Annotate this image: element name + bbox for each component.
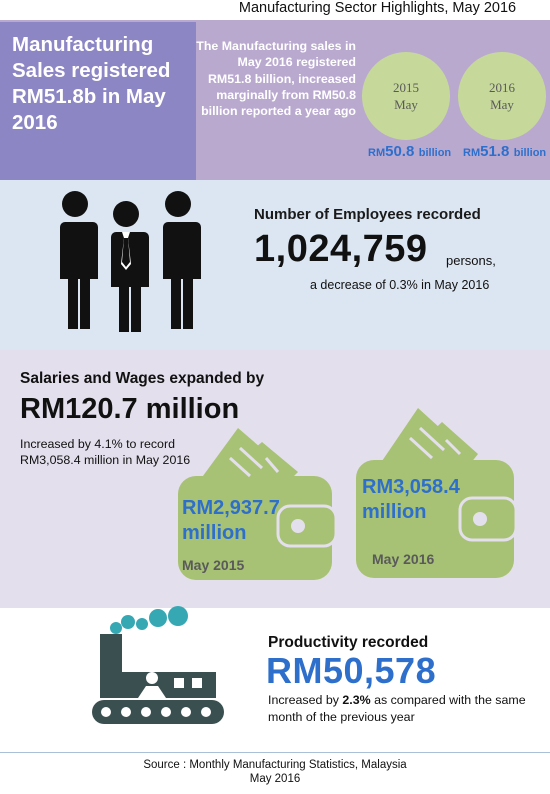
employees-value: 1,024,759 (254, 228, 428, 270)
desc-prefix: Increased by (268, 693, 343, 707)
value-unit: billion (418, 147, 452, 159)
circle-month: May (394, 97, 418, 112)
value-number: 50.8 (385, 143, 415, 160)
employees-note: a decrease of 0.3% in May 2016 (310, 278, 490, 292)
factory-icon (88, 606, 228, 734)
salaries-label: Salaries and Wages expanded by (20, 370, 265, 387)
productivity-description (268, 692, 538, 726)
wallet-2016-amount: RM3,058.4 million (362, 476, 460, 523)
circle-year: 2016 (489, 80, 515, 95)
sales-value-2015 (368, 143, 451, 161)
wallet-2015-month: May 2015 (182, 557, 245, 573)
people-icon (52, 190, 202, 332)
value-unit: billion (513, 147, 547, 159)
sales-headline: Manufacturing Sales registered RM51.8b in May 2016 (12, 33, 171, 134)
value-prefix: RM (368, 147, 386, 159)
year-circle-2015 (362, 52, 450, 140)
wallet-2015-amount: RM2,937.7 million (182, 497, 280, 544)
sales-description: The Manufacturing sales in May 2016 registered RM51.8 billion, increased marginally from RM50.8 billion reported a year ago (196, 39, 356, 119)
salaries-description: Increased by 4.1% to record RM3,058.4 million in May 2016 (20, 437, 191, 468)
circle-month: May (490, 97, 514, 112)
desc-suffix: as compared with the same month of the previous year (268, 693, 526, 724)
employees-label: Number of Employees recorded (254, 206, 481, 223)
year-circle-2016 (458, 52, 546, 140)
value-number: 51.8 (480, 143, 510, 160)
source-note (0, 752, 550, 794)
productivity-label: Productivity recorded (268, 634, 429, 651)
productivity-value: RM50,578 (266, 650, 437, 691)
desc-highlight: 2.3% (342, 693, 371, 707)
employees-unit: persons, (446, 253, 496, 268)
salaries-value: RM120.7 million (20, 393, 240, 425)
page-title: Manufacturing Sector Highlights, May 2016 (238, 0, 517, 16)
wallet-2016-month: May 2016 (372, 551, 435, 567)
source-date: May 2016 (249, 773, 301, 785)
value-prefix: RM (463, 147, 481, 159)
circle-year: 2015 (393, 80, 419, 95)
sales-value-2016 (463, 143, 546, 161)
source-line: Source : Monthly Manufacturing Statistics, Malaysia (143, 759, 407, 771)
